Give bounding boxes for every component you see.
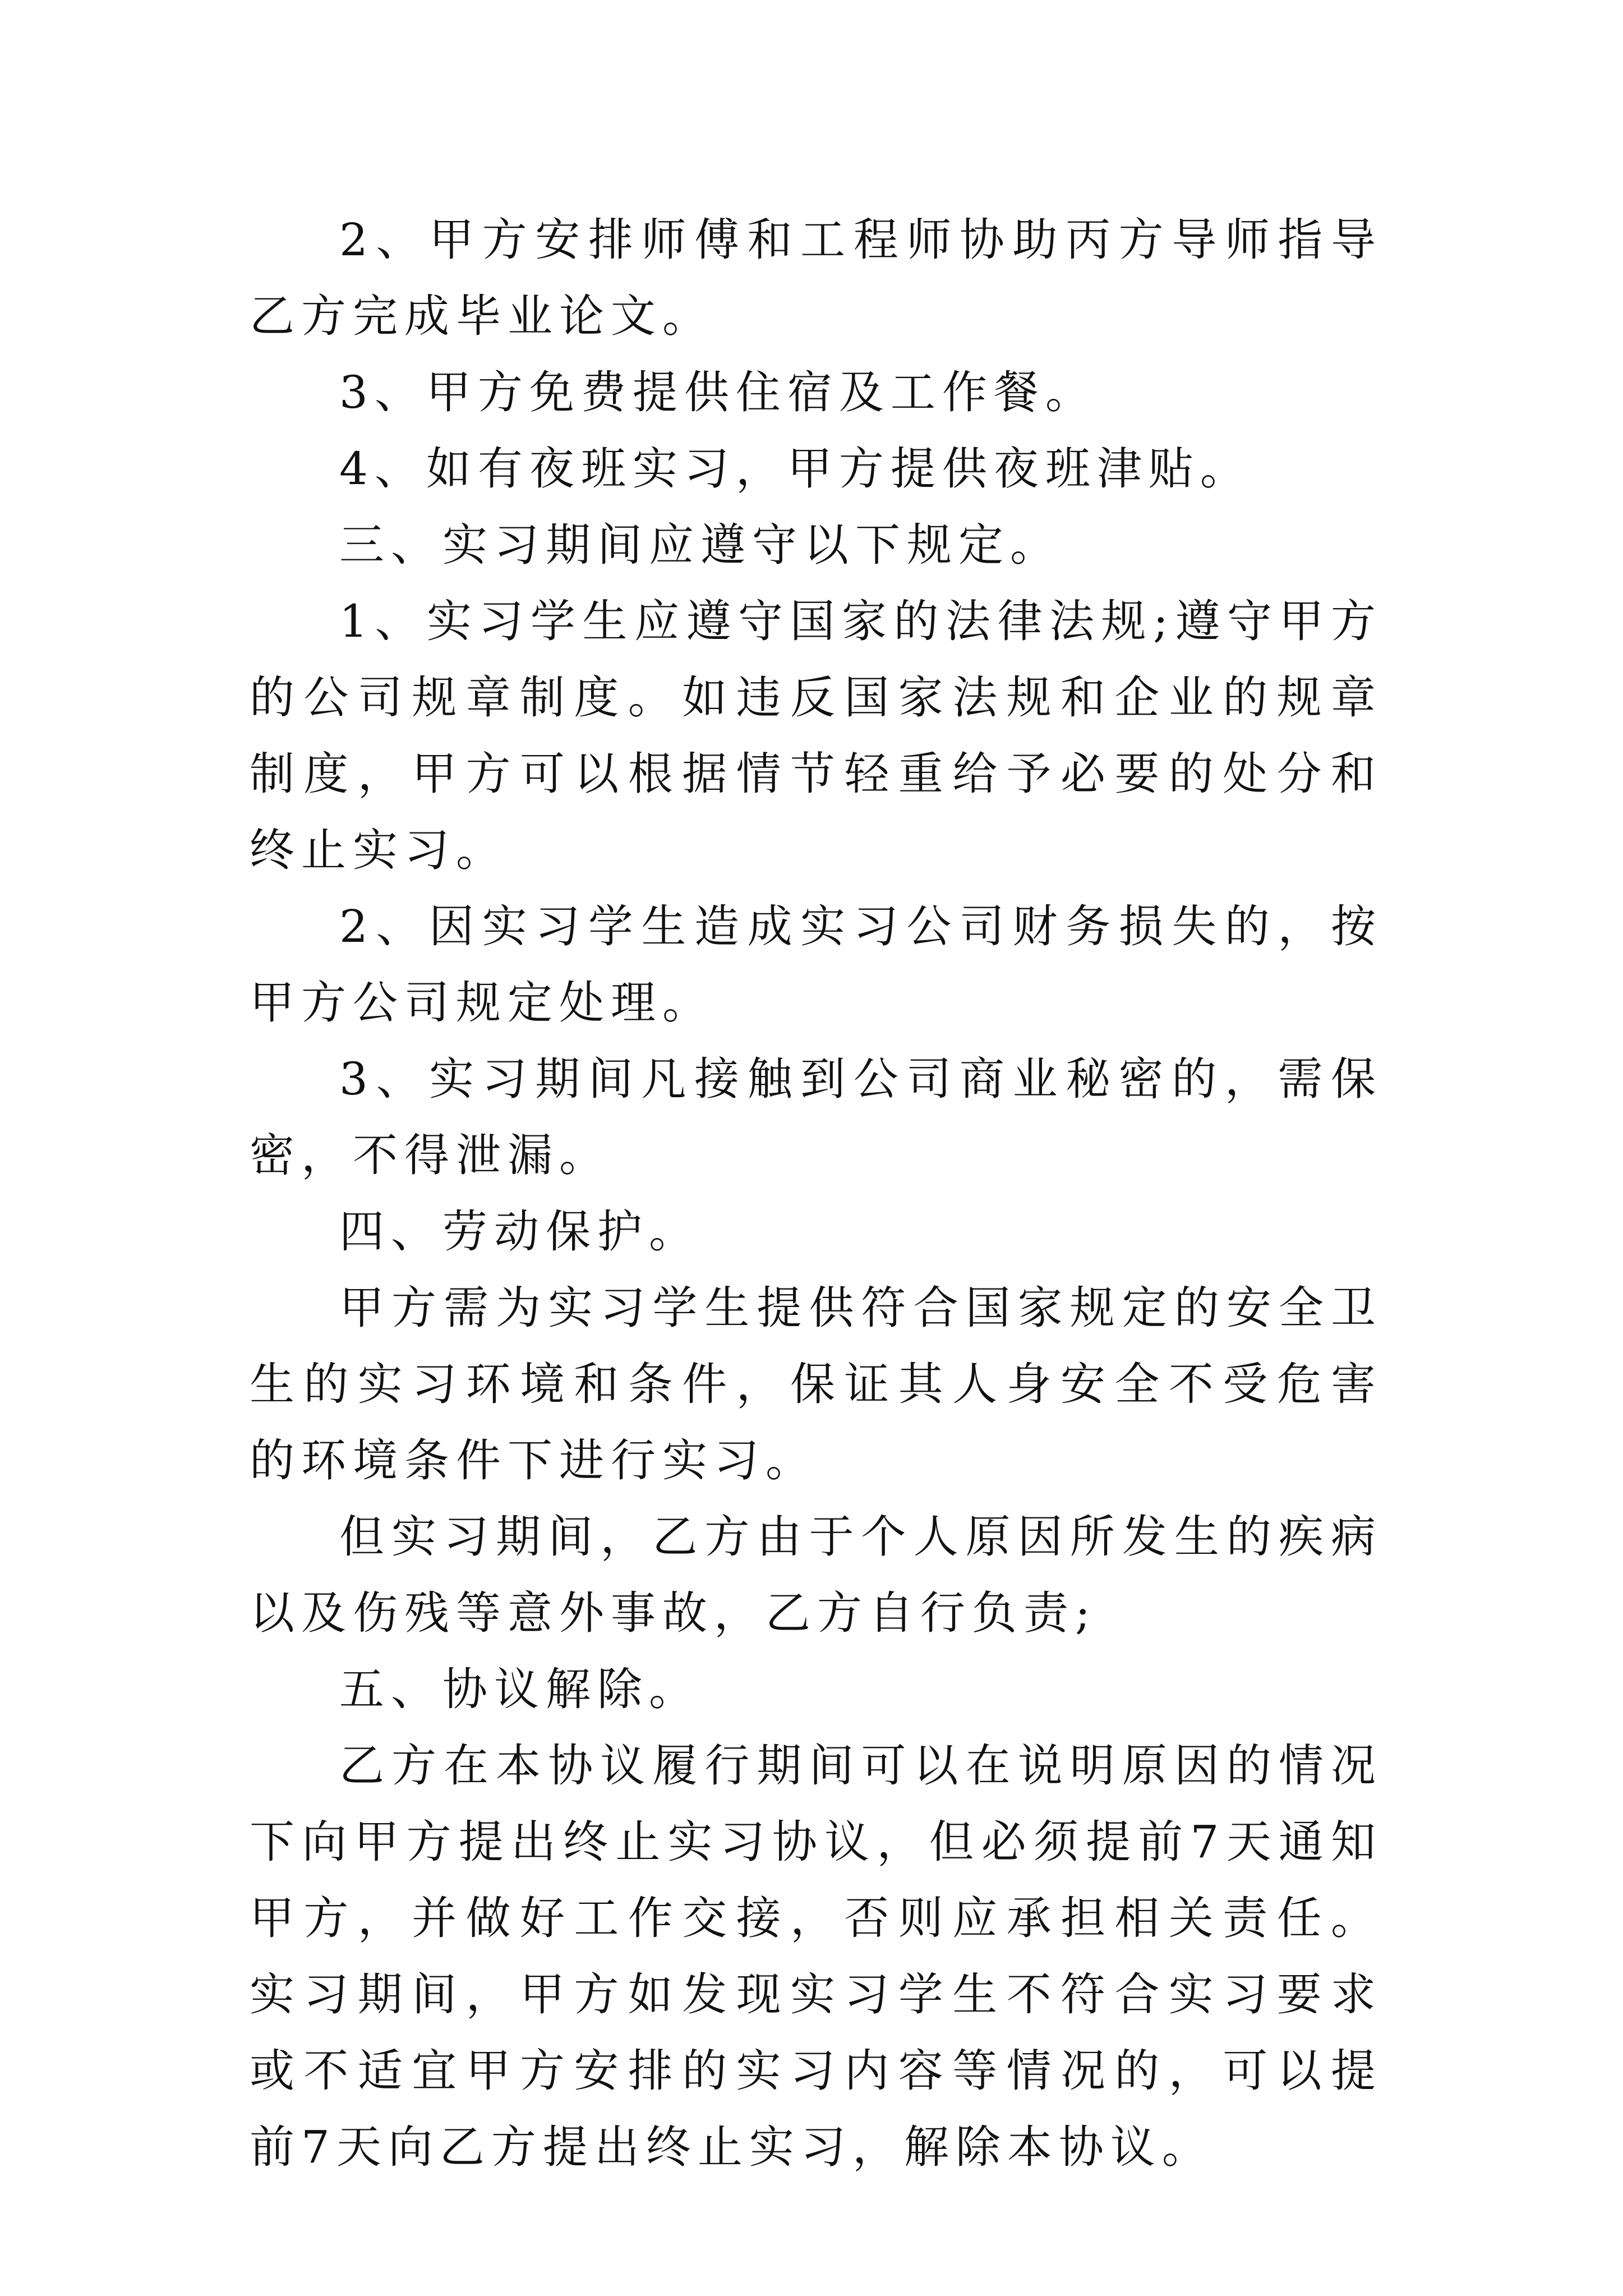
paragraph-section-5: 乙方在本协议履行期间可以在说明原因的情况下向甲方提出终止实习协议，但必须提前7天通知甲方，并做好工作交接，否则应承担相关责任。实习期间，甲方如发现实习学生不符合实习要求或不适宜甲方安排的实习内容等情况的，可以提前7天向乙方提出终止实习，解除本协议。 [250,1740,1382,2173]
paragraph-clause-3-2: 2、因实习学生造成实习公司财务损失的，按甲方公司规定处理。 [250,900,1382,1029]
paragraph-clause-2-4: 4、如有夜班实习，甲方提供夜班津贴。 [339,443,1252,495]
paragraph-clause-3-1: 1、实习学生应遵守国家的法律法规;遵守甲方的公司规章制度。如违反国家法规和企业的规章制度，甲方可以根据情节轻重给予必要的处分和终止实习。 [250,595,1382,876]
paragraph-clause-2-3: 3、甲方免费提供住宿及工作餐。 [339,366,1097,418]
paragraph-section-4-b: 但实习期间，乙方由于个人原因所发生的疾病以及伤残等意外事故，乙方自行负责; [250,1511,1382,1639]
section-heading-3: 三、实习期间应遵守以下规定。 [339,519,1062,571]
paragraph-section-4-a: 甲方需为实习学生提供符合国家规定的安全卫生的实习环境和条件，保证其人身安全不受危害的环境条件下进行实习。 [250,1282,1382,1487]
section-heading-4: 四、劳动保护。 [339,1205,700,1258]
document-body [250,202,1382,2185]
section-heading-5: 五、协议解除。 [339,1663,700,1715]
paragraph-clause-3-3: 3、实习期间凡接触到公司商业秘密的，需保密，不得泄漏。 [250,1053,1382,1181]
paragraph-clause-2-2: 2、甲方安排师傅和工程师协助丙方导师指导乙方完成毕业论文。 [250,214,1382,342]
